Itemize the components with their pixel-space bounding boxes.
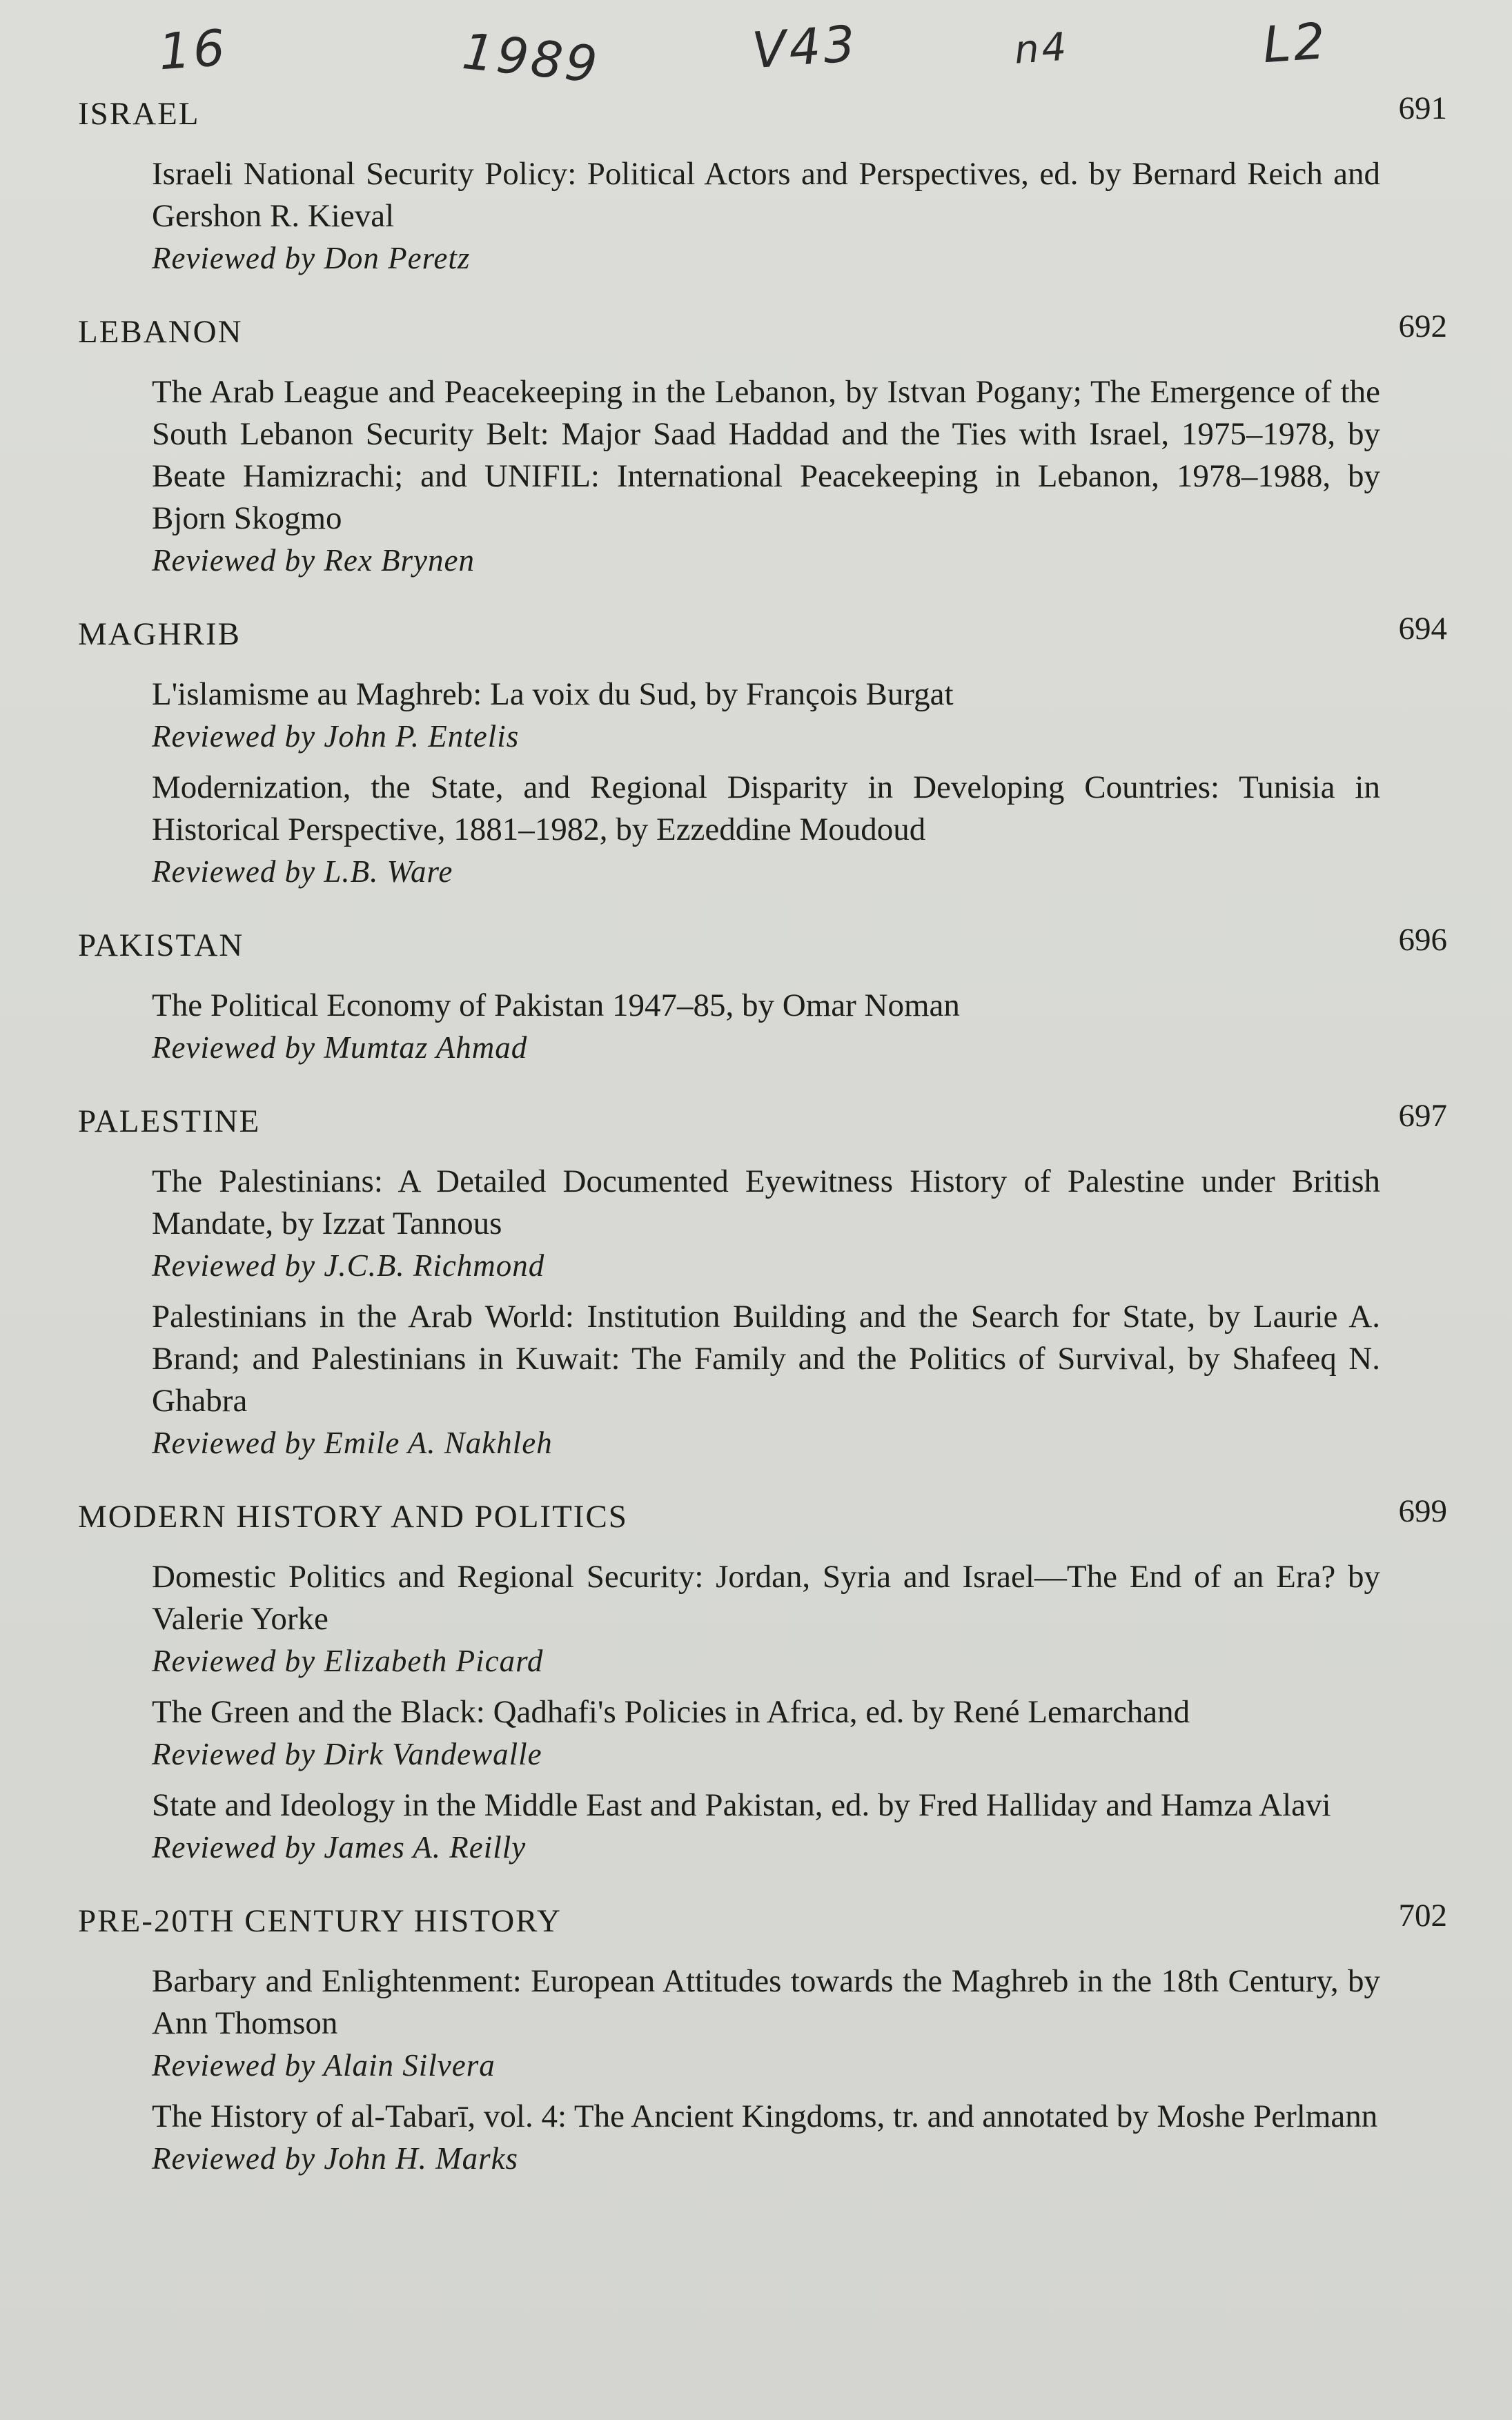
review-entry (152, 767, 1380, 892)
section-page-number: 694 (1398, 611, 1447, 647)
section-entries (152, 356, 1380, 602)
section-page-number: 697 (1398, 1098, 1447, 1134)
section-entries (152, 138, 1380, 299)
section-maghrib (72, 610, 1453, 913)
reviewer: Reviewed by Rex Brynen (152, 543, 475, 578)
section-title: MAGHRIB (78, 616, 241, 652)
section-title: PALESTINE (78, 1103, 261, 1139)
review-entry (152, 1960, 1380, 2086)
book-title: Israeli National Security Policy: Political Actors and Perspectives, ed. by Bernard Reich and Gershon R. Kieval (152, 156, 1380, 234)
handwritten-note-item: n4 (1012, 24, 1071, 73)
review-entry (152, 673, 1380, 757)
handwritten-note-item: V43 (750, 14, 860, 80)
section-header (72, 1097, 1453, 1145)
reviewer: Reviewed by John H. Marks (152, 2141, 519, 2176)
book-title: The Green and the Black: Qadhafi's Policies in Africa, ed. by René Lemarchand (152, 1694, 1190, 1730)
review-entry (152, 1691, 1380, 1775)
book-title: Domestic Politics and Regional Security: Jordan, Syria and Israel—The End of an Era? by Valerie Yorke (152, 1559, 1380, 1637)
book-title: The Arab League and Peacekeeping in the Lebanon, by Istvan Pogany; The Emergence of the South Lebanon Security Belt: Major Saad Haddad and the Ties with Israel, 1975–1978, by Beate Hamizrachi; and UNIFIL: International Peacekeeping in Lebanon, 1978–1988, by Bjorn Skogmo (152, 374, 1380, 536)
book-title: Barbary and Enlightenment: European Attitudes towards the Maghreb in the 18th Century, by Ann Thomson (152, 1963, 1380, 2041)
section-pre-20th-century (72, 1897, 1453, 2200)
handwritten-note-item: 16 (157, 18, 230, 81)
reviewer: Reviewed by Mumtaz Ahmad (152, 1030, 528, 1065)
review-entry (152, 2096, 1380, 2179)
reviewer: Reviewed by John P. Entelis (152, 719, 520, 754)
section-entries (152, 658, 1380, 913)
reviewer: Reviewed by Emile A. Nakhleh (152, 1426, 553, 1460)
section-pakistan (72, 921, 1453, 1089)
section-entries (152, 1145, 1380, 1484)
book-title: L'islamisme au Maghreb: La voix du Sud, by François Burgat (152, 676, 954, 712)
review-entry (152, 1296, 1380, 1464)
review-entry (152, 371, 1380, 581)
section-entries (152, 1945, 1380, 2200)
section-header (72, 1493, 1453, 1541)
section-lebanon (72, 308, 1453, 602)
section-page-number: 696 (1398, 922, 1447, 958)
section-title: ISRAEL (78, 96, 200, 132)
book-title: The Political Economy of Pakistan 1947–85, by Omar Noman (152, 987, 960, 1023)
review-entry (152, 1784, 1380, 1868)
section-entries (152, 1541, 1380, 1889)
section-page-number: 691 (1398, 90, 1447, 126)
section-page-number: 702 (1398, 1898, 1447, 1934)
reviewer: Reviewed by L.B. Ware (152, 854, 453, 889)
section-header (72, 610, 1453, 658)
section-title: MODERN HISTORY AND POLITICS (78, 1499, 628, 1535)
handwritten-note-item: L2 (1261, 11, 1330, 75)
section-header (72, 1897, 1453, 1945)
section-entries (152, 970, 1380, 1089)
contents-page (72, 90, 1453, 2208)
reviewer: Reviewed by Elizabeth Picard (152, 1644, 544, 1678)
section-header (72, 90, 1453, 138)
section-header (72, 921, 1453, 970)
reviewer: Reviewed by J.C.B. Richmond (152, 1248, 545, 1283)
section-palestine (72, 1097, 1453, 1484)
book-title: Modernization, the State, and Regional Disparity in Developing Countries: Tunisia in Historical Perspective, 1881–1982, by Ezzeddine Moudoud (152, 769, 1380, 847)
reviewer: Reviewed by James A. Reilly (152, 1830, 527, 1865)
section-page-number: 692 (1398, 308, 1447, 344)
book-title: The History of al-Tabarī, vol. 4: The Ancient Kingdoms, tr. and annotated by Moshe Perlmann (152, 2098, 1378, 2134)
section-israel (72, 90, 1453, 299)
handwritten-note (157, 11, 1366, 97)
handwritten-note-item: 1989 (460, 21, 603, 95)
book-title: State and Ideology in the Middle East and Pakistan, ed. by Fred Halliday and Hamza Alavi (152, 1787, 1331, 1823)
section-header (72, 308, 1453, 356)
section-title: PAKISTAN (78, 927, 244, 963)
review-entry (152, 153, 1380, 279)
section-modern-history (72, 1493, 1453, 1889)
book-title: Palestinians in the Arab World: Institution Building and the Search for State, by Laurie A. Brand; and Palestinians in Kuwait: The Family and the Politics of Survival, by Shafeeq N. Ghabra (152, 1299, 1380, 1419)
reviewer: Reviewed by Don Peretz (152, 241, 471, 275)
section-title: PRE-20TH CENTURY HISTORY (78, 1903, 562, 1939)
reviewer: Reviewed by Alain Silvera (152, 2048, 495, 2083)
review-entry (152, 985, 1380, 1068)
section-page-number: 699 (1398, 1493, 1447, 1529)
review-entry (152, 1556, 1380, 1682)
reviewer: Reviewed by Dirk Vandewalle (152, 1737, 542, 1771)
section-title: LEBANON (78, 314, 243, 350)
book-title: The Palestinians: A Detailed Documented Eyewitness History of Palestine under British Mandate, by Izzat Tannous (152, 1163, 1380, 1241)
review-entry (152, 1161, 1380, 1286)
